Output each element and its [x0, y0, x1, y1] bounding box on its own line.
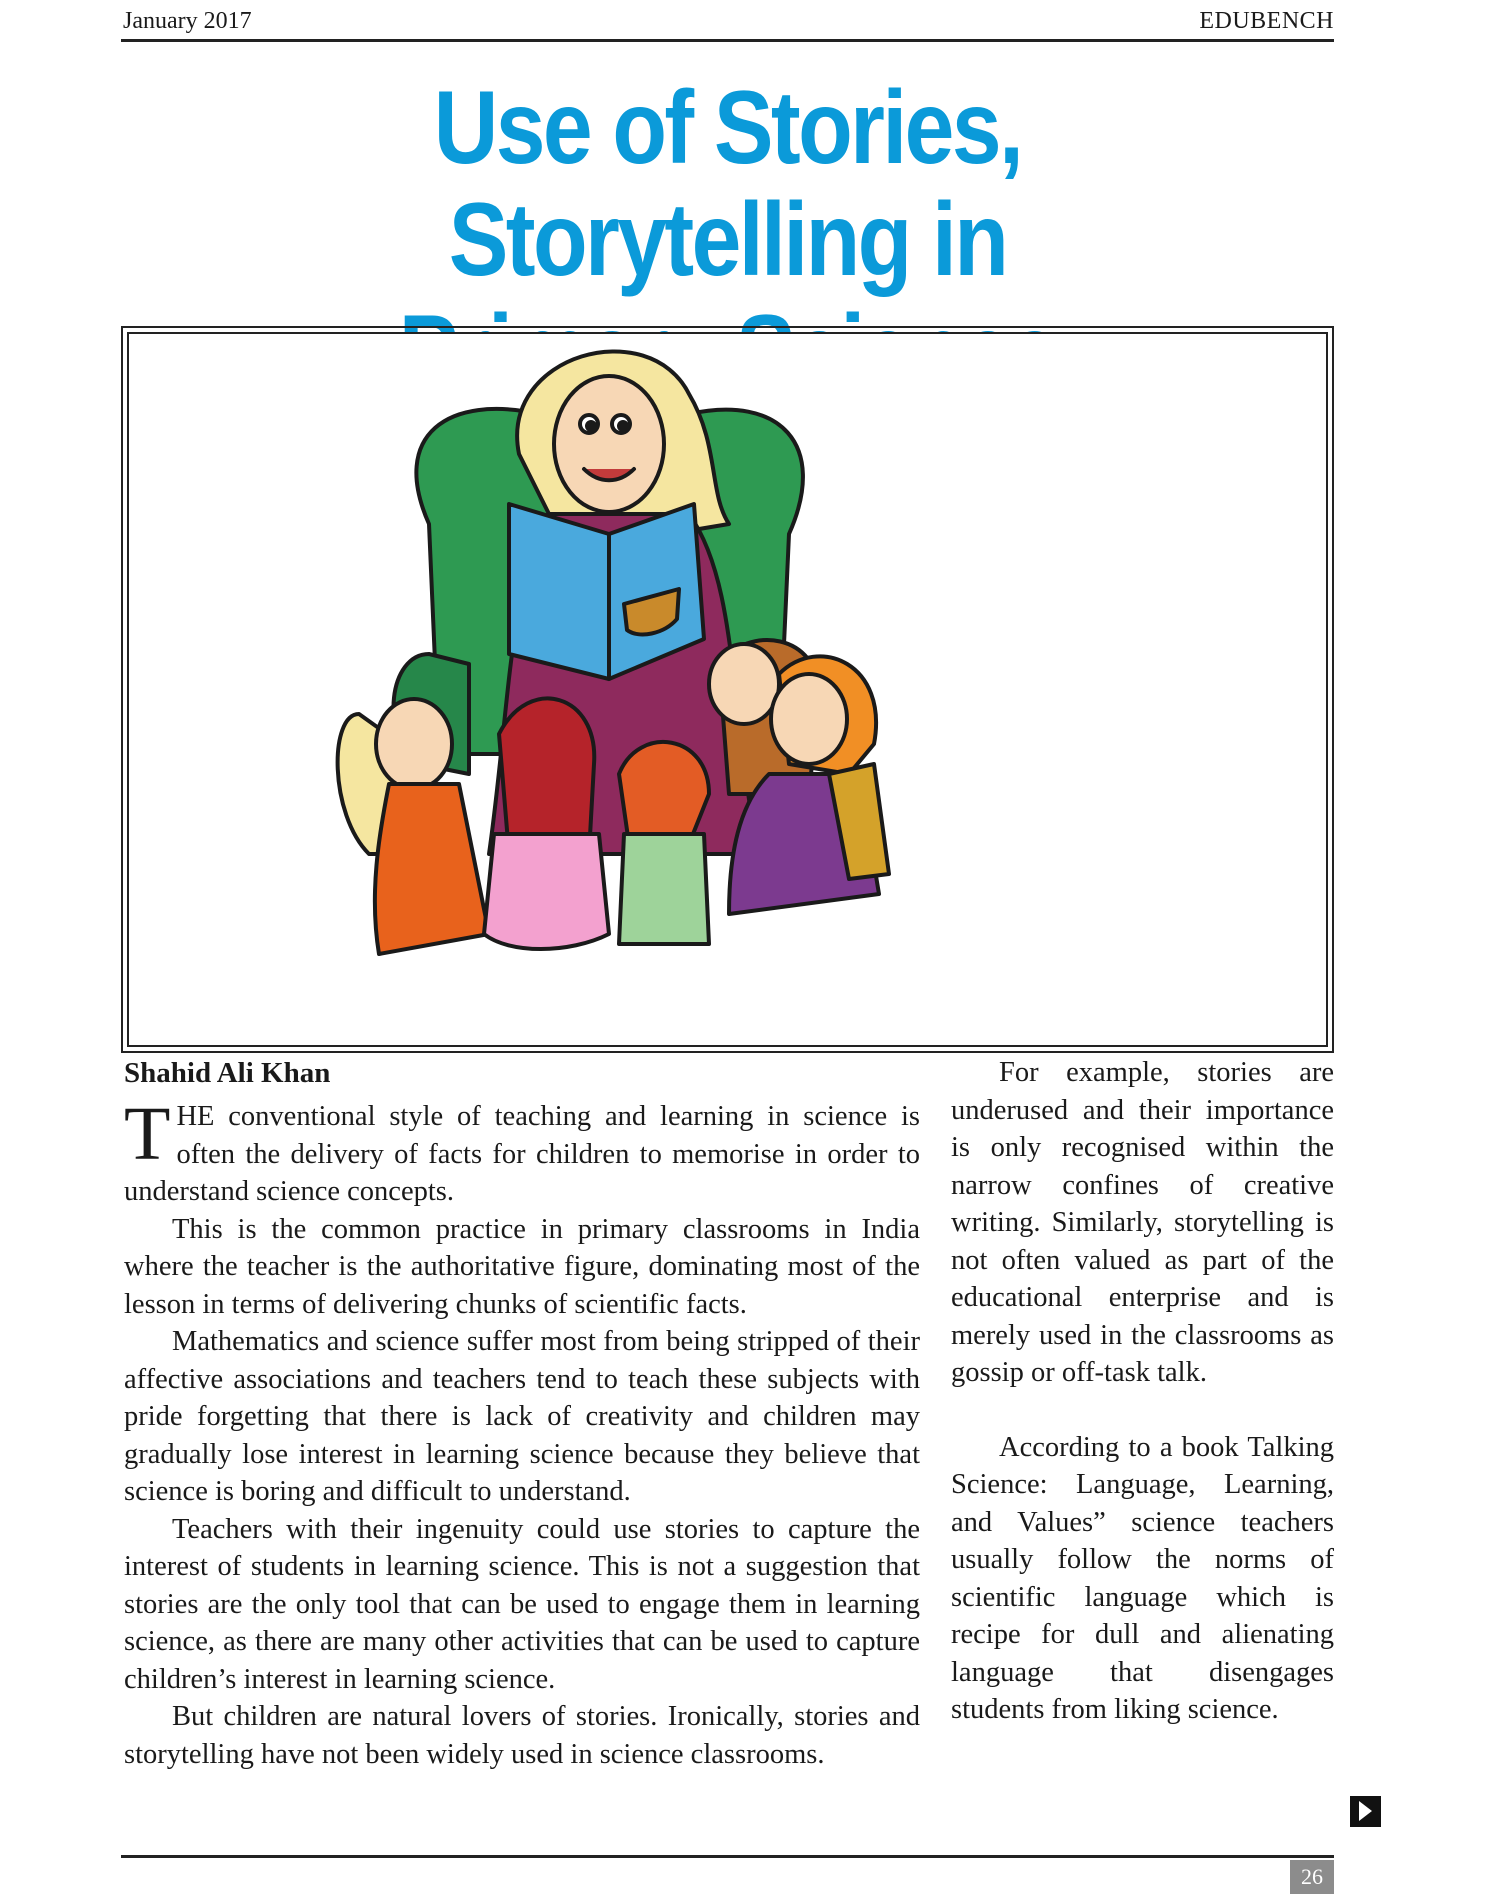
paragraph-1 — [124, 1092, 920, 1211]
paragraph-2: This is the common practice in primary classrooms in India where the teacher is the authoritative figure, dominating most of the lesson in terms of delivering chunks of scientific facts. — [124, 1213, 920, 1320]
paragraph-5: But children are natural lovers of stories. Ironically, stories and storytelling have not been widely used in science classrooms. — [124, 1701, 920, 1770]
paragraph-1-text: HE conventional style of teaching and learning in science is often the delivery of facts for children to memorise in order to understand science concepts. — [124, 1101, 920, 1207]
teacher-reading-illustration — [127, 332, 1328, 1047]
child-5-face — [771, 674, 847, 764]
storytelling-illustration-svg — [129, 334, 1326, 1045]
header-divider — [121, 39, 1334, 42]
child-4-face — [709, 644, 779, 724]
paragraph-6: For example, stories are underused and their importance is only recognised within the narrow confines of creative writing. Similarly, storytelling is not often valued as part of the educational enterprise and is merely used in the classrooms as gossip or off-task talk. — [951, 1057, 1334, 1388]
title-line-1: Use of Stories, Storytelling in — [433, 70, 1022, 298]
child-2-dress — [484, 834, 609, 949]
child-1-face — [376, 699, 452, 789]
book-left-page — [509, 504, 609, 679]
illustration-frame — [121, 326, 1334, 1053]
child-2-hair — [499, 698, 594, 854]
child-1-dress — [375, 784, 489, 954]
teacher-face — [554, 376, 664, 512]
article-column-left — [124, 1092, 920, 1773]
paragraph-4: Teachers with their ingenuity could use stories to capture the interest of students in learning science. This is not a suggestion that stories are the only tool that can be used to engage them in learning science, as there are many other activities that can be used to capture children’s interest in learning science. — [124, 1513, 920, 1695]
paragraph-7: According to a book Talking Science: Language, Learning, and Values” science teachers usually follow the norms of scientific language which is recipe for dull and alienating language that disengages students from liking science. — [951, 1431, 1334, 1725]
footer-divider — [121, 1855, 1334, 1858]
page-header — [121, 6, 1334, 40]
article-column-right — [951, 1054, 1334, 1729]
author-byline: Shahid Ali Khan — [124, 1057, 331, 1089]
child-3-hair — [619, 742, 709, 844]
drop-cap: T — [124, 1092, 171, 1176]
paragraph-3: Mathematics and science suffer most from being stripped of their affective associations and teachers tend to teach these subjects with pride forgetting that there is lack of creativity and children may gradually lose interest in learning science because they believe that science is boring and difficult to understand. — [124, 1326, 920, 1507]
continue-arrow-icon[interactable] — [1350, 1796, 1381, 1827]
issue-date: January 2017 — [123, 8, 252, 34]
publication-name: EDUBENCH — [1199, 8, 1334, 34]
child-3-shirt — [619, 834, 709, 944]
page-number: 26 — [1290, 1860, 1334, 1894]
